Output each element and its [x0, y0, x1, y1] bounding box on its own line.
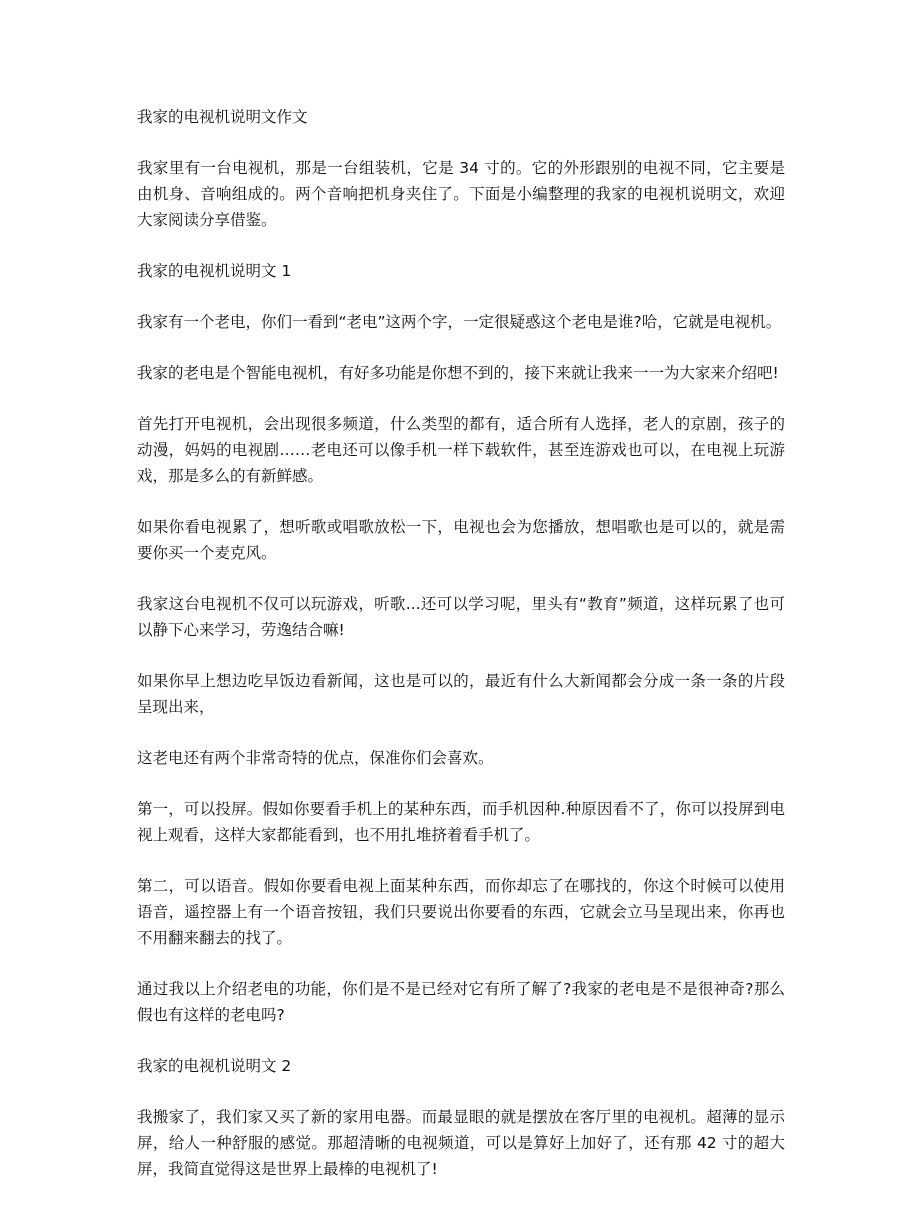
- paragraph: 这老电还有两个非常奇特的优点，保准你们会喜欢。: [137, 749, 494, 767]
- intro-paragraph: 我家里有一台电视机，那是一台组装机，它是 34 寸的。它的外形跟别的电视不同，它主要是由机身、音响组成的。两个音响把机身夹住了。下面是小编整理的我家的电视机说明文，欢迎大家阅读分享借鉴。: [137, 159, 785, 229]
- paragraph: 我搬家了，我们家又买了新的家用电器。而最显眼的就是摆放在客厅里的电视机。超薄的显示屏，给人一种舒服的感觉。那超清晰的电视频道，可以是算好上加好了，还有那 42 寸的超大屏，我简直觉得这是世界上最棒的电视机了!: [137, 1108, 785, 1178]
- document-title: 我家的电视机说明文作文: [137, 108, 308, 126]
- paragraph: 通过我以上介绍老电的功能，你们是不是已经对它有所了解了?我家的老电是不是很神奇?那么假也有这样的老电吗?: [137, 980, 785, 1024]
- paragraph: 第一，可以投屏。假如你要看手机上的某种东西，而手机因种.种原因看不了，你可以投屏到电视上观看，这样大家都能看到，也不用扎堆挤着看手机了。: [137, 800, 785, 844]
- paragraph: 首先打开电视机，会出现很多频道，什么类型的都有，适合所有人选择，老人的京剧，孩子的动漫，妈妈的电视剧……老电还可以像手机一样下载软件，甚至连游戏也可以，在电视上玩游戏，那是多么的有新鲜感。: [137, 415, 785, 485]
- paragraph: 我家有一个老电，你们一看到“老电”这两个字，一定很疑惑这个老电是谁?哈，它就是电视机。: [137, 313, 782, 331]
- paragraph: 第二，可以语音。假如你要看电视上面某种东西，而你却忘了在哪找的，你这个时候可以使用语音，遥控器上有一个语音按钮，我们只要说出你要看的东西，它就会立马呈现出来，你再也不用翻来翻去的找了。: [137, 877, 785, 947]
- section-heading-2: 我家的电视机说明文 2: [137, 1057, 292, 1075]
- document-page: [137, 104, 785, 1207]
- paragraph: 如果你早上想边吃早饭边看新闻，这也是可以的，最近有什么大新闻都会分成一条一条的片段呈现出来，: [137, 672, 785, 716]
- paragraph: 我家的老电是个智能电视机，有好多功能是你想不到的，接下来就让我来一一为大家来介绍吧!: [137, 364, 779, 382]
- paragraph: 如果你看电视累了，想听歌或唱歌放松一下，电视也会为您播放，想唱歌也是可以的，就是需要你买一个麦克风。: [137, 518, 785, 562]
- section-heading-1: 我家的电视机说明文 1: [137, 262, 292, 280]
- paragraph: 我家这台电视机不仅可以玩游戏，听歌...还可以学习呢，里头有“教育”频道，这样玩累了也可以静下心来学习，劳逸结合嘛!: [137, 595, 785, 639]
